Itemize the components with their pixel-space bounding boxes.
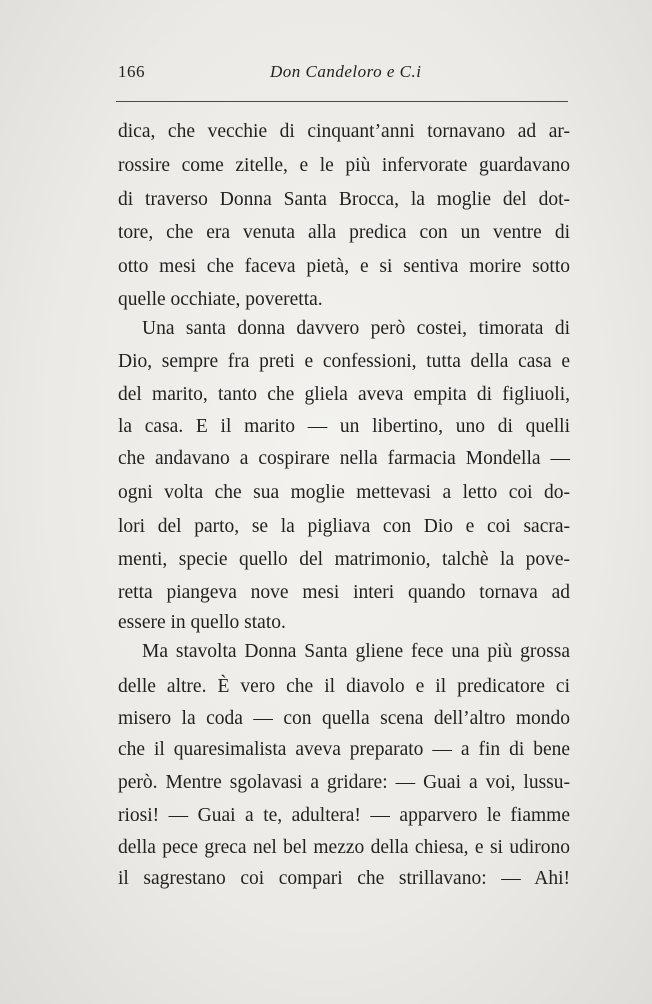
text-line: riosi! — Guai a te, adultera! — apparvero le fiamme	[118, 805, 570, 826]
text-line: Una santa donna davvero però costei, timorata di	[142, 318, 570, 339]
header-rule	[116, 101, 568, 102]
text-line: la casa. E il marito — un libertino, uno di quelli	[118, 416, 570, 437]
text-line: dica, che vecchie di cinquant’anni tornavano ad ar-	[118, 121, 570, 142]
text-line: lori del parto, se la pigliava con Dio e coi sacra-	[118, 516, 570, 537]
page-header	[116, 62, 568, 86]
text-line: quelle occhiate, poveretta.	[118, 289, 323, 310]
text-line: menti, specie quello del matrimonio, talchè la pove-	[118, 549, 570, 570]
text-line: Dio, sempre fra preti e confessioni, tutta della casa e	[118, 351, 570, 372]
text-line: però. Mentre sgolavasi a gridare: — Guai a voi, lussu-	[118, 772, 570, 793]
text-line: Ma stavolta Donna Santa gliene fece una più grossa	[142, 641, 570, 662]
text-line: tore, che era venuta alla predica con un ventre di	[118, 222, 570, 243]
text-line: del marito, tanto che gliela aveva empita di figliuoli,	[118, 384, 570, 405]
text-line: di traverso Donna Santa Brocca, la moglie del dot-	[118, 189, 570, 210]
text-line: delle altre. È vero che il diavolo e il predicatore ci	[118, 676, 570, 697]
text-line: misero la coda — con quella scena dell’altro mondo	[118, 708, 570, 729]
text-line: ogni volta che sua moglie mettevasi a letto coi do-	[118, 482, 570, 503]
page-number: 166	[118, 62, 145, 81]
text-line: essere in quello stato.	[118, 612, 286, 633]
text-line: che andavano a cospirare nella farmacia Mondella —	[118, 448, 570, 469]
text-line: rossire come zitelle, e le più infervorate guardavano	[118, 155, 570, 176]
text-line: della pece greca nel bel mezzo della chiesa, e si udirono	[118, 837, 570, 858]
text-line: che il quaresimalista aveva preparato — a fin di bene	[118, 739, 570, 760]
text-line: otto mesi che faceva pietà, e si sentiva morire sotto	[118, 256, 570, 277]
text-line: retta piangeva nove mesi interi quando tornava ad	[118, 582, 570, 603]
running-title: Don Candeloro e C.i	[270, 62, 422, 81]
text-line: il sagrestano coi compari che strillavano: — Ahi!	[118, 868, 570, 889]
